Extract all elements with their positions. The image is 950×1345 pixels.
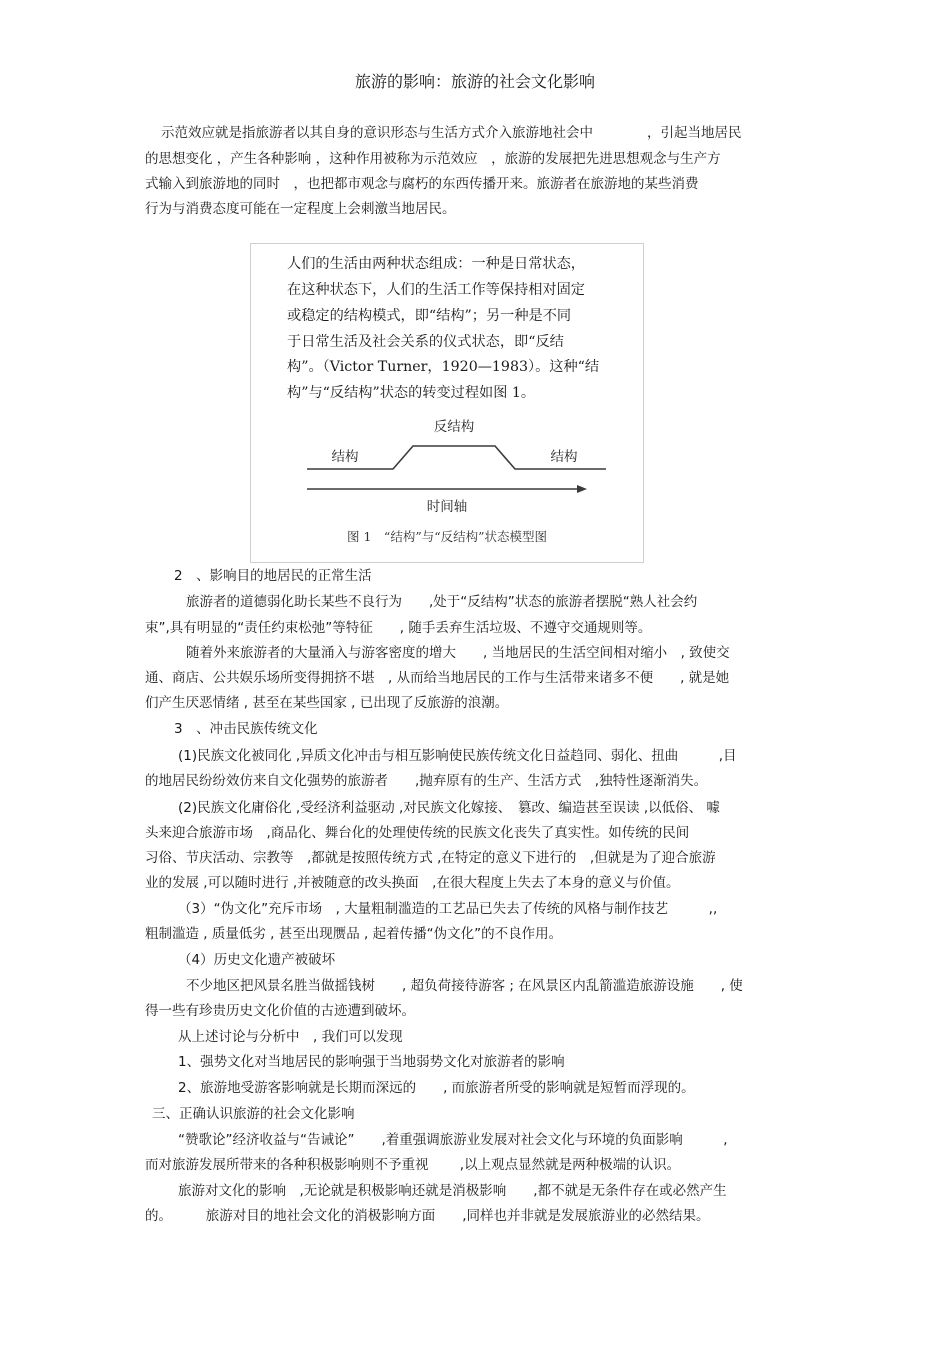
time-axis-label: 时间轴 [426, 499, 468, 515]
section-heading: 2 、影响目的地居民的正常生活 [174, 568, 372, 584]
paragraph-line: 习俗、节庆活动、宗教等 ,都就是按照传统方式 ,在特定的意义下进行的 ,但就是为了迎合旅游 [145, 850, 716, 866]
paragraph-line: 粗制滥造 , 质量低劣 , 甚至出现赝品 , 起着传播“伪文化”的不良作用。 [145, 926, 563, 942]
paragraph-line: 旅游者的道德弱化助长某些不良行为 ,处于“反结构”状态的旅游者摆脱“熟人社会约 [186, 594, 698, 610]
section-heading: 3 、冲击民族传统文化 [174, 721, 318, 737]
paragraph-line: 头来迎合旅游市场 ,商品化、舞台化的处理使传统的民族文化丧失了真实性。如传统的民间 [145, 825, 690, 841]
paragraph-line: 随着外来旅游者的大量涌入与游客密度的增大 , 当地居民的生活空间相对缩小 , 致使交 [186, 645, 730, 661]
paragraph-line: “赞歌论”经济收益与“告诫论” ,着重强调旅游业发展对社会文化与环境的负面影响 , [178, 1132, 728, 1148]
paragraph-line: 旅游对文化的影响 ,无论就是积极影响还就是消极影响 ,都不就是无条件存在或必然产生 [178, 1183, 727, 1199]
paragraph-line: (1)民族文化被同化 ,异质文化冲击与相互影响使民族传统文化日益趋同、弱化、扭曲 ,目 [178, 748, 737, 764]
paragraph-line: （3）“伪文化”充斥市场 , 大量粗制滥造的工艺品已失去了传统的风格与制作技艺 ,, [178, 901, 718, 917]
paragraph-line: 而对旅游发展所带来的各种积极影响则不予重视 ,以上观点显然就是两种极端的认识。 [145, 1157, 681, 1173]
paragraph-line: 束”,具有明显的“责任约束松弛”等特征 , 随手丢弃生活垃圾、不遵守交通规则等。 [145, 620, 652, 636]
paragraph-line: 的地居民纷纷效仿来自文化强势的旅游者 ,抛弃原有的生产、生活方式 ,独特性逐渐消失。 [145, 773, 708, 789]
paragraph-line: 从上述讨论与分析中 , 我们可以发现 [178, 1029, 403, 1045]
figure-caption: 图 1 “结构”与“反结构”状态模型图 [347, 529, 547, 544]
figure-structure-model [250, 243, 644, 563]
section-heading: 三、正确认识旅游的社会文化影响 [152, 1106, 355, 1122]
paragraph-line: 得一些有珍贵历史文化价值的古迹遭到破坏。 [145, 1003, 415, 1019]
figure-text-line: 构”。（Victor Turner，1920—1983）。这种“结 [287, 359, 600, 375]
paragraph-line: 们产生厌恶情绪 , 甚至在某些国家 , 已出现了反旅游的浪潮。 [145, 695, 509, 711]
paragraph-line: 的。 旅游对目的地社会文化的消极影响方面 ,同样也并非就是发展旅游业的必然结果。 [145, 1208, 710, 1224]
paragraph-line: 业的发展 ,可以随时进行 ,并被随意的改头换面 ,在很大程度上失去了本身的意义与价值。 [145, 875, 680, 891]
conclusion-item: 2、旅游地受游客影响就是长期而深远的 , 而旅游者所受的影响就是短暂而浮现的。 [178, 1080, 695, 1096]
intro-line: 的思想变化 ，产生各种影响 ，这种作用被称为示范效应 ，旅游的发展把先进思想观念与生产方 [145, 151, 721, 167]
paragraph-line: (2)民族文化庸俗化 ,受经济利益驱动 ,对民族文化嫁接、 篡改、编造甚至误读 ,以低俗、 噱 [178, 800, 720, 816]
figure-text-line: 于日常生活及社会关系的仪式状态，即“反结 [287, 334, 564, 350]
conclusion-item: 1、强势文化对当地居民的影响强于当地弱势文化对旅游者的影响 [178, 1054, 565, 1070]
label-anti-structure: 反结构 [433, 419, 475, 435]
figure-text-line: 或稳定的结构模式，即“结构”；另一种是不同 [287, 308, 572, 324]
figure-text-line: 构”与“反结构”状态的转变过程如图 1。 [287, 385, 536, 401]
intro-line: 行为与消费态度可能在一定程度上会刺激当地居民。 [145, 201, 456, 217]
paragraph-line: 不少地区把风景名胜当做摇钱树 , 超负荷接待游客 ; 在风景区内乱箭滥造旅游设施 , 使 [186, 978, 743, 994]
time-axis-arrowhead [577, 485, 587, 493]
intro-line: 示范效应就是指旅游者以其自身的意识形态与生活方式介入旅游地社会中 ，引起当地居民 [161, 125, 742, 141]
intro-line: 式输入到旅游地的同时 ，也把都市观念与腐朽的东西传播开来。旅游者在旅游地的某些消费 [145, 176, 699, 192]
figure-text-line: 人们的生活由两种状态组成：一种是日常状态， [287, 256, 585, 272]
structure-diagram [251, 244, 643, 562]
label-structure-left: 结构 [331, 449, 359, 465]
document-title: 旅游的影响：旅游的社会文化影响 [354, 72, 595, 91]
figure-text-line: 在这种状态下，人们的生活工作等保持相对固定 [287, 282, 585, 298]
paragraph-line: 通、商店、公共娱乐场所变得拥挤不堪 , 从而给当地居民的工作与生活带来诸多不便 , 就是她 [145, 670, 730, 686]
label-structure-right: 结构 [550, 449, 578, 465]
subsection-heading: （4）历史文化遗产被破坏 [178, 952, 336, 968]
